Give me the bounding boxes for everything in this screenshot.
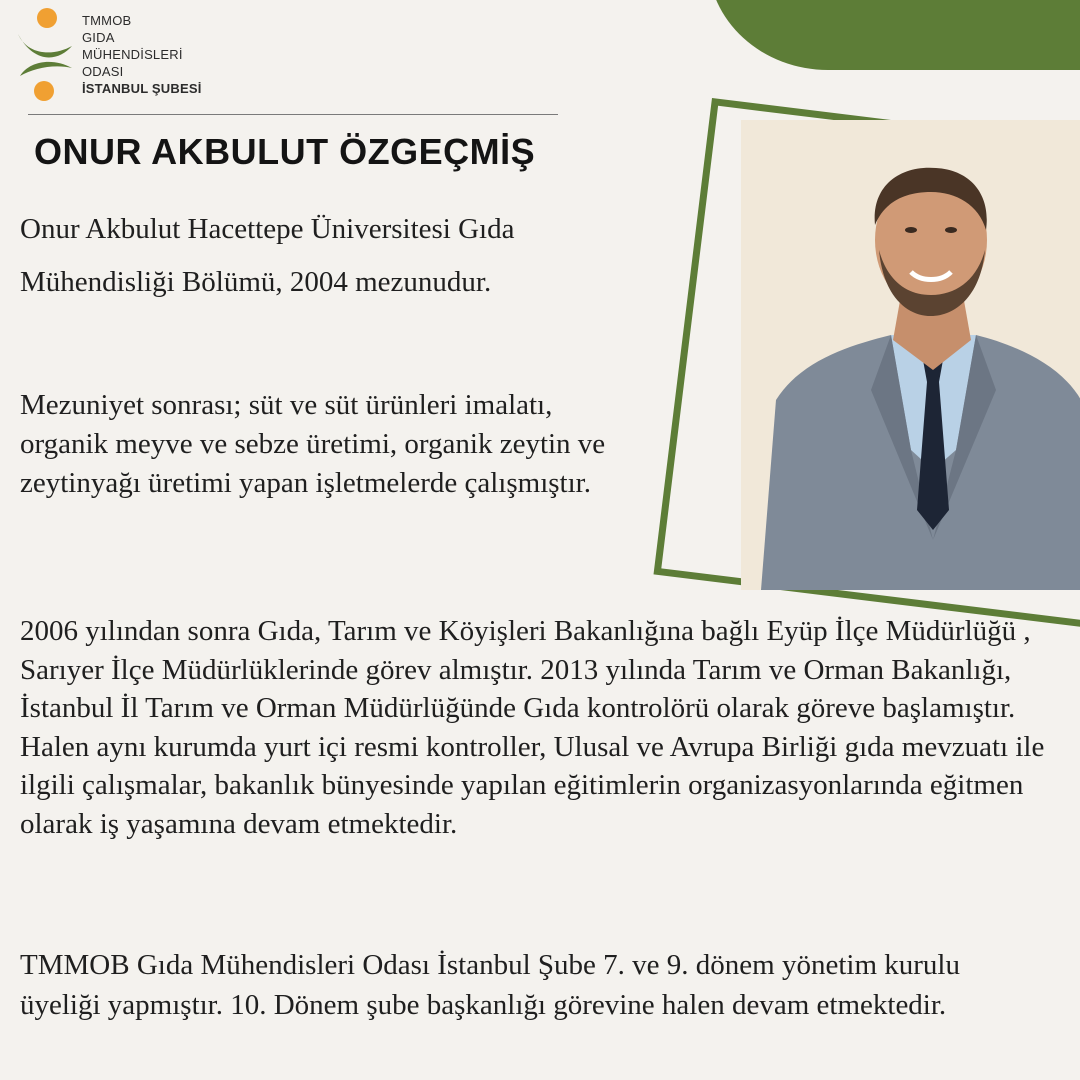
page-title: ONUR AKBULUT ÖZGEÇMİŞ: [34, 131, 536, 172]
logo-line-odasi: ODASI: [82, 64, 124, 79]
education-paragraph: Onur Akbulut Hacettepe Üniversitesi Gıda Mühendisliği Bölümü, 2004 mezunudur.: [20, 213, 515, 298]
ministry-career-paragraph: 2006 yılından sonra Gıda, Tarım ve Köyişleri Bakanlığına bağlı Eyüp İlçe Müdürlüğü , Sarıyer İlçe Müdürlüklerinde görev almıştır. 2013 yılında Tarım ve Orman Bakanlığı, İstanbul İl Tarım ve Orman Müdürlüğünde Gıda kontrolörü olarak göreve başlamıştır. Halen aynı kurumda yurt içi resmi kontroller, Ulusal ve Avrupa Birliği gıda mevzuatı ile ilgili çalışmalar, bakanlık bünyesinde yapılan eğitimlerin organizasyonlarında eğitmen olarak iş yaşamına devam etmektedir.: [20, 615, 1045, 840]
top-right-green-shape: [708, 0, 1080, 70]
header-divider: [28, 114, 558, 115]
logo-text: [82, 12, 202, 97]
early-career-paragraph: Mezuniyet sonrası; süt ve süt ürünleri imalatı, organik meyve ve sebze üretimi, organik zeytin ve zeytinyağı üretimi yapan işletmelerde çalışmıştır.: [20, 389, 606, 499]
logo-line-gida: GIDA: [82, 30, 115, 45]
logo-line-tmmob: TMMOB: [82, 13, 132, 28]
portrait-photo: [741, 120, 1080, 590]
chamber-logo: [14, 6, 234, 111]
logo-line-sube: İSTANBUL ŞUBESİ: [82, 81, 202, 96]
chamber-roles-paragraph: TMMOB Gıda Mühendisleri Odası İstanbul Şube 7. ve 9. dönem yönetim kurulu üyeliği yapmıştır. 10. Dönem şube başkanlığı görevine halen devam etmektedir.: [20, 949, 960, 1021]
chamber-logo-icon: [14, 6, 78, 106]
logo-line-muhendisleri: MÜHENDİSLERİ: [82, 47, 183, 62]
